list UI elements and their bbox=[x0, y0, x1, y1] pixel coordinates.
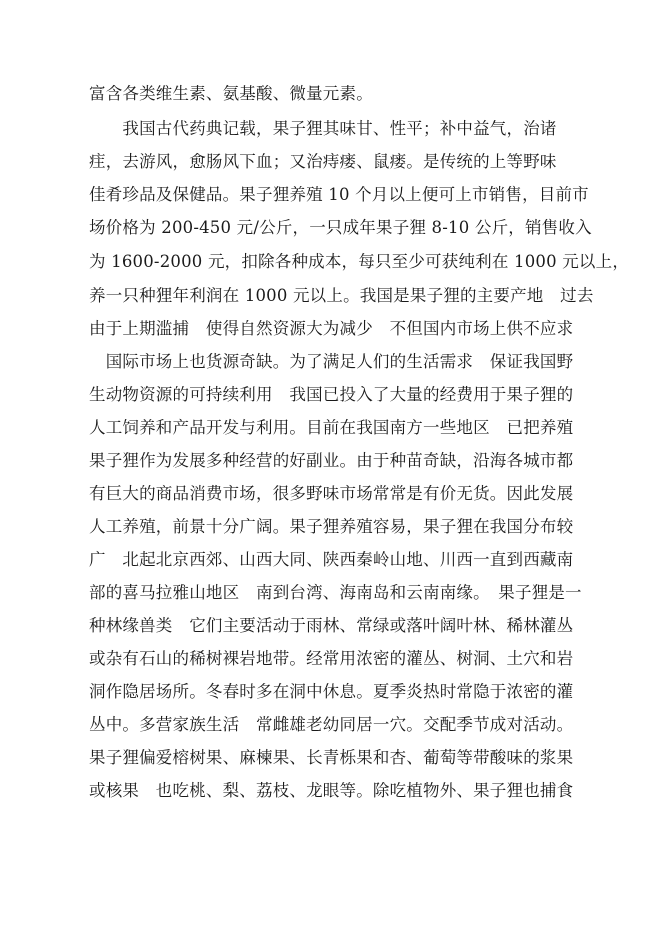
text-line: 果子狸作为发展多种经营的好副业。由于种苗奇缺，沿海各城市都 bbox=[89, 451, 574, 470]
text-line: 人工饲养和产品开发与利用。目前在我国南方一些地区 已把养殖 bbox=[89, 418, 574, 437]
text-line: 生动物资源的可持续利用 我国已投入了大量的经费用于果子狸的 bbox=[89, 385, 574, 404]
text-line: 洞作隐居场所。冬春时多在洞中休息。夏季炎热时常隐于浓密的灌 bbox=[89, 682, 574, 701]
text-line: 疰，去游风，愈肠风下血；又治痔瘘、鼠瘘。是传统的上等野味 bbox=[89, 152, 557, 171]
text-line: 或杂有石山的稀树裸岩地带。经常用浓密的灌丛、树洞、土穴和岩 bbox=[89, 649, 574, 668]
text-line: 佳肴珍品及保健品。果子狸养殖 10 个月以上便可上市销售，目前市 bbox=[89, 185, 589, 204]
text-line: 有巨大的商品消费市场，很多野味市场常常是有价无货。因此发展 bbox=[89, 484, 574, 503]
text-line: 养一只种狸年利润在 1000 元以上。我国是果子狸的主要产地 过去 bbox=[89, 286, 594, 305]
text-line: 人工养殖，前景十分广阔。果子狸养殖容易，果子狸在我国分布较 bbox=[89, 517, 574, 536]
text-line: 国际市场上也货源奇缺。为了满足人们的生活需求 保证我国野 bbox=[89, 352, 574, 371]
text-line: 广 北起北京西郊、山西大同、陕西秦岭山地、川西一直到西藏南 bbox=[89, 550, 574, 569]
text-line: 富含各类维生素、氨基酸、微量元素。 bbox=[89, 84, 373, 103]
text-line: 果子狸偏爱榕树果、麻楝果、长青栎果和杏、葡萄等带酸味的浆果 bbox=[89, 748, 574, 767]
text-line: 为 1600-2000 元，扣除各种成本，每只至少可获纯利在 1000 元以上， bbox=[89, 252, 630, 271]
text-line: 丛中。多营家族生活 常雌雄老幼同居一穴。交配季节成对活动。 bbox=[89, 715, 574, 734]
text-line: 由于上期滥捕 使得自然资源大为减少 不但国内市场上供不应求 bbox=[89, 319, 574, 338]
text-line: 或核果 也吃桃、梨、荔枝、龙眼等。除吃植物外、果子狸也捕食 bbox=[89, 781, 574, 800]
text-line: 部的喜马拉雅山地区 南到台湾、海南岛和云南南缘。 果子狸是一 bbox=[89, 583, 582, 602]
text-line: 我国古代药典记载，果子狸其味甘、性平；补中益气，治诸 bbox=[89, 119, 557, 138]
text-line: 场价格为 200-450 元/公斤，一只成年果子狸 8-10 公斤，销售收入 bbox=[89, 218, 592, 237]
text-line: 种林缘兽类 它们主要活动于雨林、常绿或落叶阔叶林、稀林灌丛 bbox=[89, 616, 574, 635]
